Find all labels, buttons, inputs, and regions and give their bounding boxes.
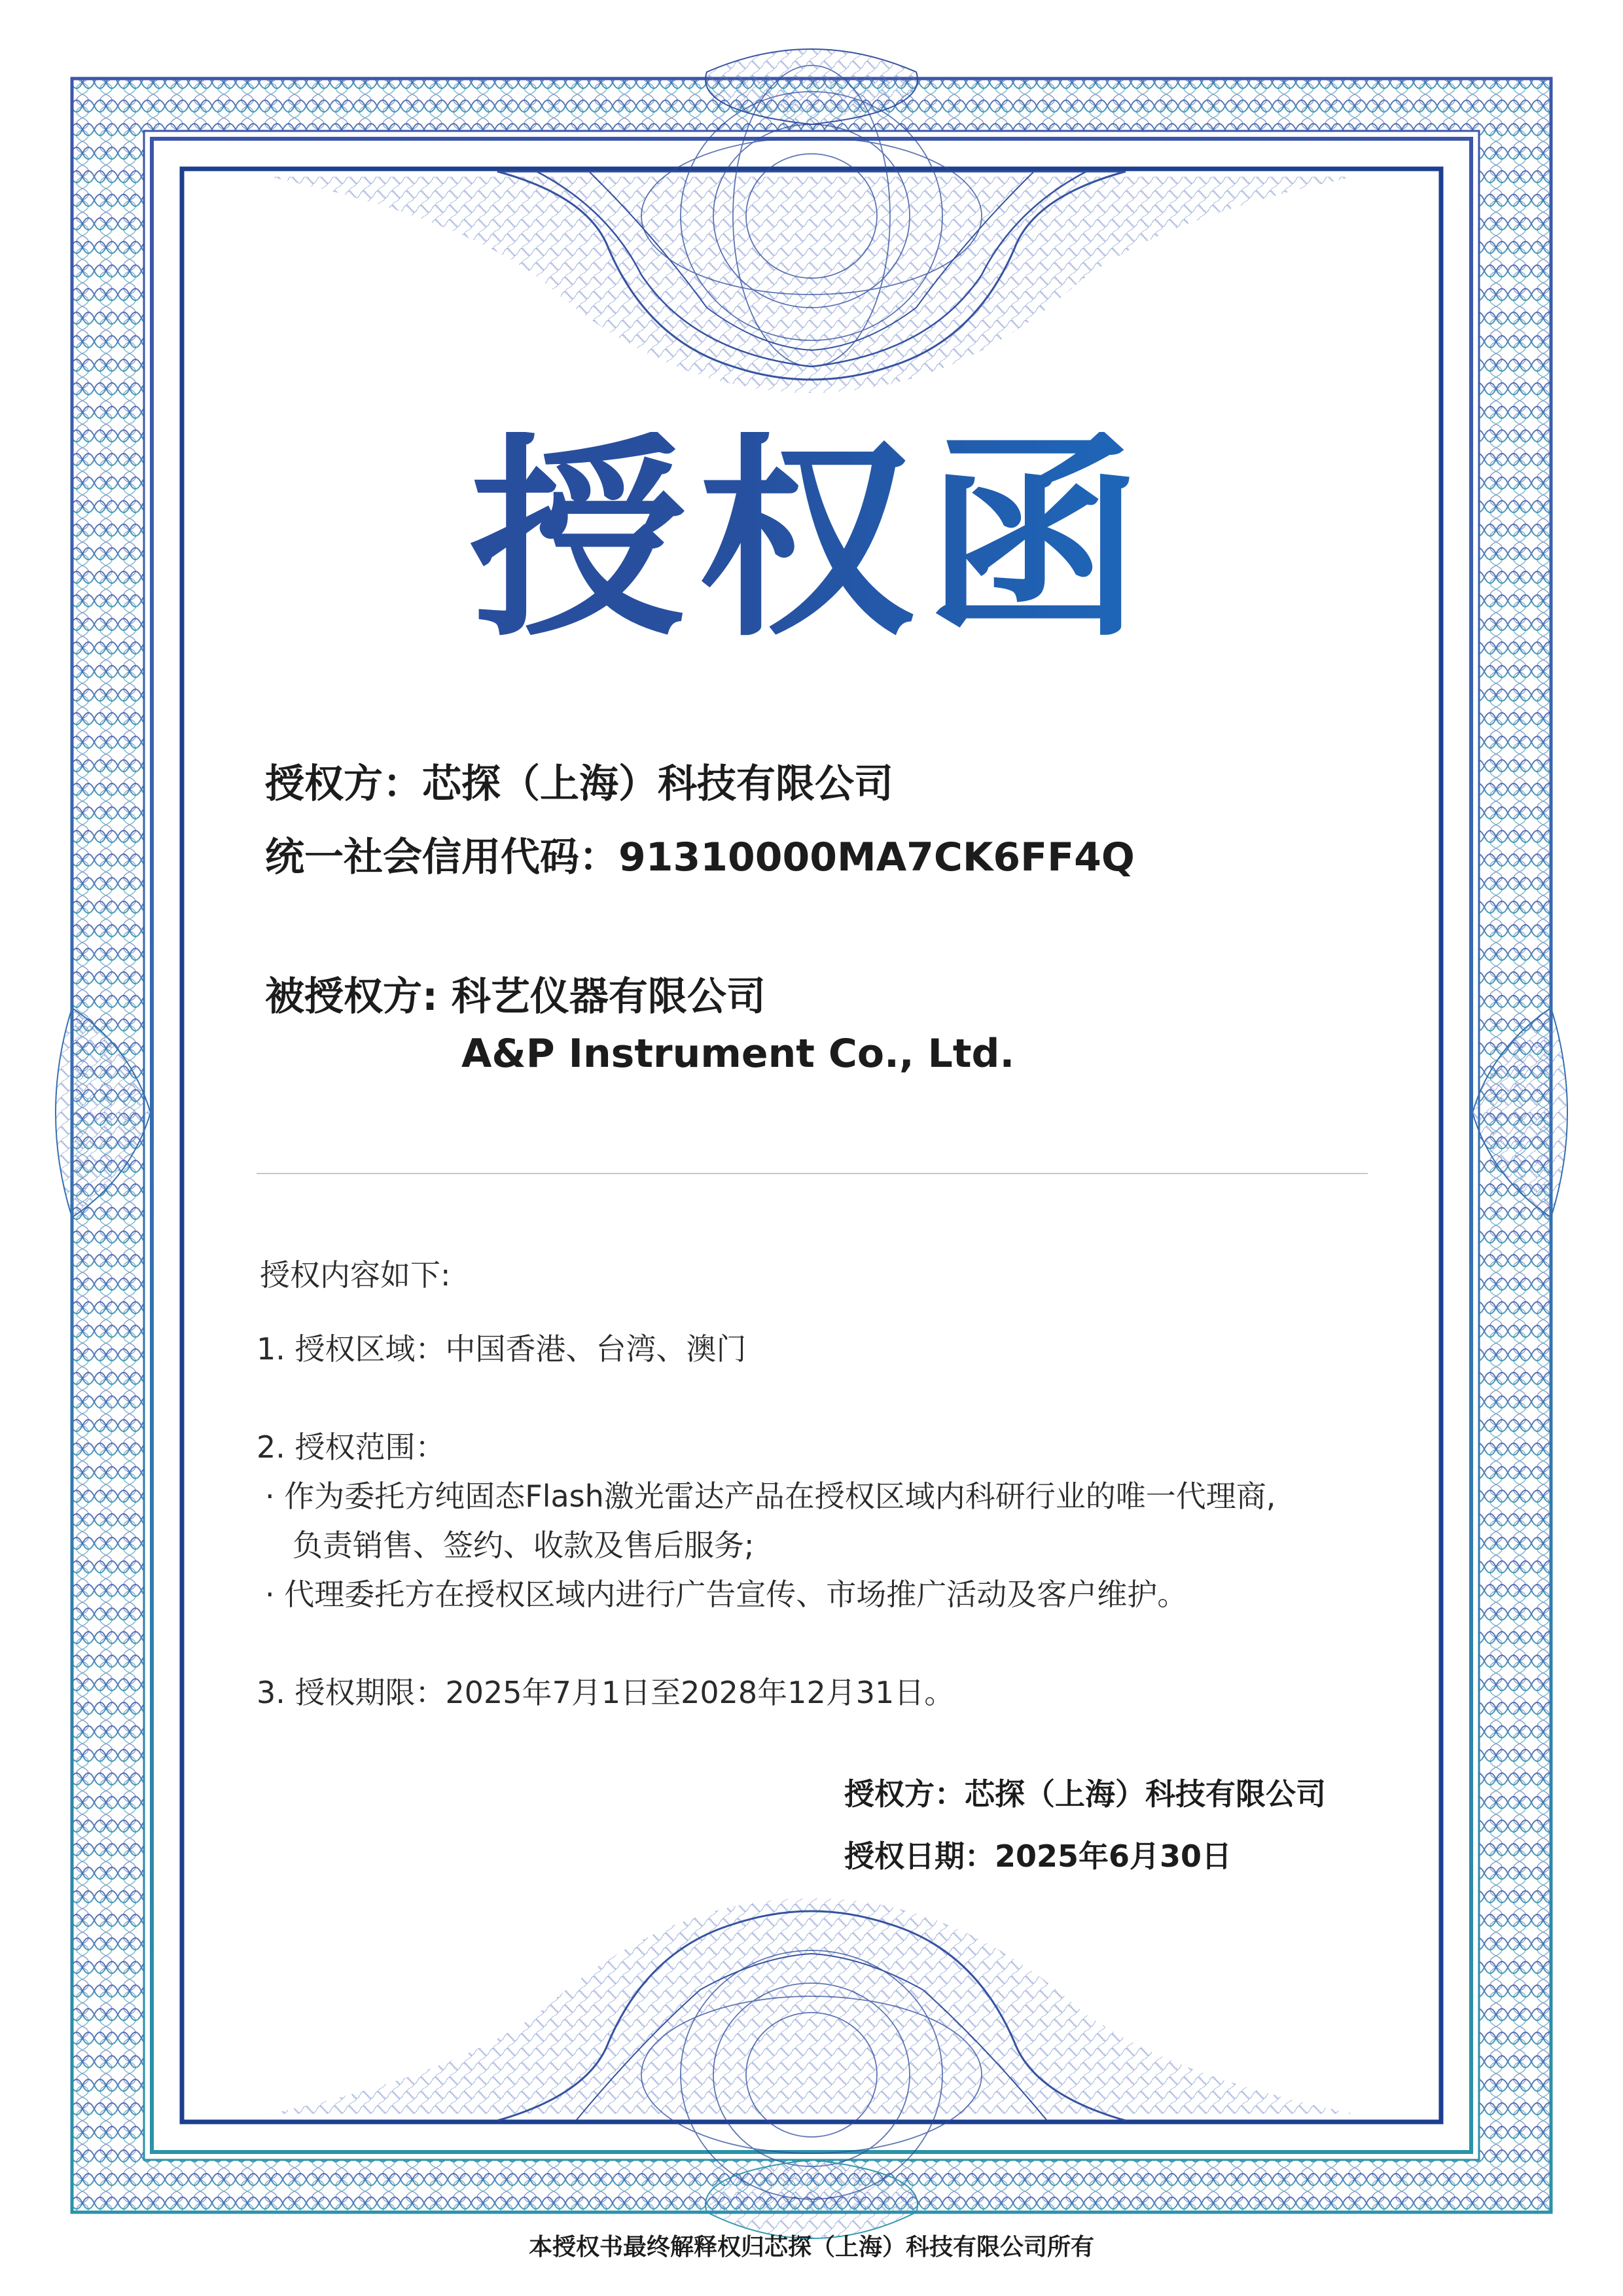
section-divider	[257, 1173, 1368, 1174]
footer-note: 本授权书最终解释权归芯探（上海）科技有限公司所有	[528, 2234, 1094, 2261]
grantee-english-name: A&P Instrument Co., Ltd.	[461, 1031, 1015, 1077]
scope-bullet-2: · 代理委托方在授权区域内进行广告宣传、市场推广活动及客户维护。	[265, 1577, 1188, 1612]
grantor-line: 授权方：芯探（上海）科技有限公司	[265, 761, 893, 807]
document-title: 授权函	[0, 432, 1623, 648]
authorized-scope-heading: 2. 授权范围：	[257, 1429, 446, 1465]
authorization-period: 3. 授权期限：2025年7月1日至2028年12月31日。	[257, 1675, 955, 1710]
authorized-region: 1. 授权区域：中国香港、台湾、澳门	[257, 1331, 747, 1367]
signature-grantor: 授权方：芯探（上海）科技有限公司	[844, 1776, 1326, 1812]
credit-code-line: 统一社会信用代码：91310000MA7CK6FF4Q	[265, 834, 1135, 880]
scope-bullet-1: · 作为委托方纯固态Flash激光雷达产品在授权区域内科研行业的唯一代理商,	[265, 1479, 1276, 1514]
grantee-line: 被授权方: 科艺仪器有限公司	[265, 974, 766, 1020]
content-heading: 授权内容如下:	[260, 1257, 451, 1293]
scope-bullet-1-continued: 负责销售、签约、收款及售后服务;	[293, 1528, 755, 1563]
signature-date: 授权日期：2025年6月30日	[844, 1839, 1232, 1874]
